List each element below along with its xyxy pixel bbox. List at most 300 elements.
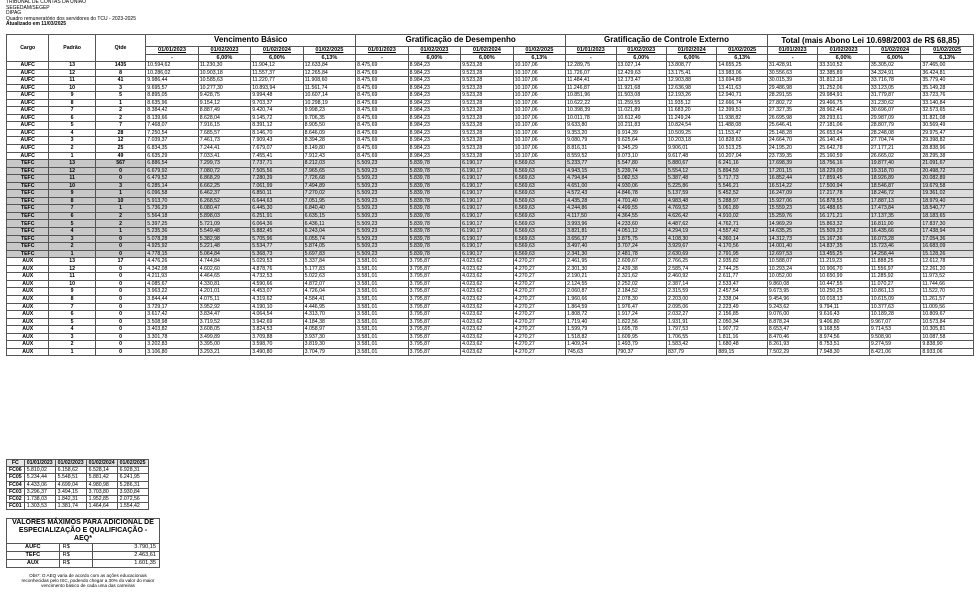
cell-value: 10.189,28 [869, 311, 920, 319]
aeq-value: 3.790,15 [92, 544, 159, 552]
cell-value: 7.461,73 [198, 137, 250, 145]
cell-value: 10.809,67 [921, 311, 974, 319]
header-line-3: DIPAG [6, 10, 22, 17]
cell-value: 16.514,22 [767, 182, 817, 190]
cell-value: 10.622,22 [566, 99, 616, 107]
cell-value: 27.181,06 [818, 122, 869, 130]
cell-value: 4.023,62 [461, 258, 513, 266]
cell-value: 3.795,87 [408, 265, 460, 273]
cell-value: 18.246,72 [869, 190, 920, 198]
cell-value: 5.721,09 [198, 220, 250, 228]
cell-value: 9.914,39 [616, 129, 666, 137]
cell-value: 8.984,23 [408, 92, 460, 100]
cell-cargo: AUFC [7, 114, 49, 122]
cell-value: 5.078,28 [146, 235, 198, 243]
cell-value: 1.797,53 [666, 326, 716, 334]
cell-value: 3.497,40 [566, 243, 616, 251]
cell-value: 4.557,42 [717, 228, 768, 236]
cell-value: 9.906,01 [666, 145, 716, 153]
cell-value: 11.285,92 [869, 273, 920, 281]
cell-qtde: 8 [95, 69, 145, 77]
fc-value: 3.930,84 [117, 488, 148, 495]
cell-value: 9.076,00 [767, 311, 817, 319]
cell-value: 5.235,36 [146, 228, 198, 236]
cell-value: 10.293,24 [767, 265, 817, 273]
cell-value: 8.475,69 [356, 99, 408, 107]
cell-value: 5.839,78 [408, 160, 460, 168]
cell-value: 8.212,03 [303, 160, 356, 168]
cell-value: 5.509,23 [356, 160, 408, 168]
cell-value: 5.839,78 [408, 197, 460, 205]
cell-value: 31.230,62 [869, 99, 920, 107]
aeq-cargo: AUX [7, 560, 60, 568]
cell-value: 4.313,70 [303, 311, 356, 319]
cell-value: 10.087,58 [921, 333, 974, 341]
cell-value: 3.795,87 [408, 273, 460, 281]
cell-value: 4.499,55 [616, 205, 666, 213]
table-row [7, 62, 974, 70]
cell-value: 9.523,28 [461, 152, 513, 160]
cell-value: 8.475,69 [356, 137, 408, 145]
cell-value: 7.033,41 [198, 152, 250, 160]
cell-value: 1.811,16 [717, 333, 768, 341]
cell-value: 27.704,74 [869, 137, 920, 145]
table-row [7, 280, 974, 288]
cell-value: 28.295,38 [921, 152, 974, 160]
cell-value: 5.874,05 [303, 243, 356, 251]
cell-value: 17.500,94 [818, 182, 869, 190]
cell-value: 2.301,30 [566, 265, 616, 273]
cell-value: 2.457,54 [717, 288, 768, 296]
cell-value: 4.108,30 [666, 235, 716, 243]
cell-value: 2.124,55 [566, 280, 616, 288]
cell-value: 4.023,62 [461, 303, 513, 311]
cell-value: 9.145,72 [251, 114, 303, 122]
cell-value: 4.051,12 [616, 228, 666, 236]
cell-value: 8.394,28 [303, 137, 356, 145]
cell-value: 4.064,54 [251, 311, 303, 319]
cell-value: 7.502,29 [767, 348, 817, 356]
cell-value: 7.726,68 [303, 175, 356, 183]
cell-qtde: 0 [95, 326, 145, 334]
cell-value: 6.190,17 [461, 175, 513, 183]
cell-value: 7.299,73 [198, 160, 250, 168]
cell-qtde: 3 [95, 182, 145, 190]
cell-cargo: AUX [7, 273, 49, 281]
cell-value: 19.361,02 [921, 190, 974, 198]
cell-qtde: 0 [95, 167, 145, 175]
cell-value: 4.762,71 [717, 220, 768, 228]
cell-value: 9.073,10 [616, 152, 666, 160]
cell-value: 4.270,27 [513, 258, 565, 266]
fc-code: FC03 [7, 488, 25, 495]
cell-value: 5.509,23 [356, 212, 408, 220]
cell-value: 6.635,29 [146, 152, 198, 160]
cell-value: 4.487,62 [666, 220, 716, 228]
cell-value: 4.170,56 [717, 243, 768, 251]
cell-value: 18.540,77 [921, 205, 974, 213]
cell-value: 4.270,27 [513, 288, 565, 296]
cell-value: 10.107,06 [513, 122, 565, 130]
cell-value: 10.107,06 [513, 107, 565, 115]
fc-row [7, 495, 149, 502]
aeq-value: 1.601,35 [92, 560, 159, 568]
salary-table-body [7, 62, 974, 356]
cell-padrao: 12 [49, 69, 95, 77]
cell-value: 10.903,18 [198, 69, 250, 77]
cell-cargo: TEFC [7, 190, 49, 198]
fc-table-body [7, 467, 149, 510]
cell-value: 15.863,32 [818, 220, 869, 228]
cell-value: 11.153,47 [717, 129, 768, 137]
cell-value: 10.509,25 [666, 129, 716, 137]
cell-value: 2.935,82 [717, 258, 768, 266]
fc-row [7, 481, 149, 488]
cell-padrao: 9 [49, 190, 95, 198]
cell-value: 1.695,78 [616, 326, 666, 334]
cell-value: 7.948,30 [818, 348, 869, 356]
cell-value: 30.556,63 [767, 69, 817, 77]
cell-value: 3.581,01 [356, 318, 408, 326]
cell-value: 8.470,46 [767, 333, 817, 341]
cell-value: 4.023,62 [461, 333, 513, 341]
fc-value: 1.952,85 [86, 495, 117, 502]
cell-value: 6.679,92 [146, 167, 198, 175]
cell-value: 7.250,54 [146, 129, 198, 137]
header-line-4: Quadro remuneratório dos servidores do TCU - 2023-2025 [6, 15, 136, 22]
cell-value: 11.973,52 [921, 273, 974, 281]
percent-header: 6,00% [818, 54, 869, 62]
cell-value: 3.608,05 [198, 326, 250, 334]
cell-value: 10.377,63 [869, 303, 920, 311]
cell-value: 7.679,07 [251, 145, 303, 153]
cell-cargo: AUX [7, 326, 49, 334]
cell-value: 6.569,63 [513, 228, 565, 236]
cell-value: 4.201,01 [198, 288, 250, 296]
cell-value: 9.523,28 [461, 107, 513, 115]
header-line-2: SEGEDAM/SEGEP [6, 4, 50, 11]
cell-value: 8.878,24 [767, 318, 817, 326]
cell-value: 6.569,63 [513, 250, 565, 258]
cell-value: 7.244,41 [198, 145, 250, 153]
cell-value: 11.726,07 [566, 69, 616, 77]
cell-value: 33.123,05 [869, 84, 920, 92]
cell-value: 4.846,78 [616, 190, 666, 198]
cell-value: 9.625,64 [616, 137, 666, 145]
cell-value: 6.635,15 [303, 212, 356, 220]
cell-value: 2.050,34 [717, 318, 768, 326]
cell-value: 9.420,74 [251, 107, 303, 115]
cell-value: 4.342,08 [146, 265, 198, 273]
aeq-row [7, 544, 160, 552]
cell-padrao: 6 [49, 114, 95, 122]
cell-padrao: 1 [49, 152, 95, 160]
cell-value: 11.938,82 [717, 114, 768, 122]
cell-value: 14.312,73 [767, 235, 817, 243]
cell-cargo: AUX [7, 280, 49, 288]
cell-value: 15.509,23 [818, 228, 869, 236]
cell-value: 5.233,77 [566, 160, 616, 168]
cell-value: 4.446,95 [303, 303, 356, 311]
cell-value: 6.285,14 [146, 182, 198, 190]
cell-value: 9.168,55 [818, 326, 869, 334]
cell-value: 10.513,25 [717, 145, 768, 153]
cell-value: 3.598,70 [251, 341, 303, 349]
cell-value: 5.029,53 [251, 258, 303, 266]
cell-value: 3.581,01 [356, 341, 408, 349]
cell-value: 6.080,47 [198, 205, 250, 213]
cell-value: 3.581,01 [356, 311, 408, 319]
cell-value: 25.160,59 [818, 152, 869, 160]
cell-value: 4.464,65 [198, 273, 250, 281]
cell-value: 8.475,69 [356, 84, 408, 92]
table-row [7, 129, 974, 137]
cell-value: 8.653,47 [767, 326, 817, 334]
cell-value: 8.475,69 [356, 122, 408, 130]
cell-value: 12.666,74 [717, 99, 768, 107]
date-header-row [7, 47, 974, 55]
cell-value: 5.137,59 [666, 190, 716, 198]
date-header: 01/02/2023 [616, 47, 666, 55]
cell-value: 3.499,89 [198, 333, 250, 341]
col-header-padrao: Padrão [49, 35, 95, 62]
cell-value: 5.839,78 [408, 250, 460, 258]
cell-value: 1.719,40 [566, 318, 616, 326]
cell-value: 12.633,84 [303, 62, 356, 70]
cell-qtde: 0 [95, 333, 145, 341]
cell-value: 23.739,35 [767, 152, 817, 160]
cell-value: 2.341,30 [566, 250, 616, 258]
fc-value: 6.158,62 [55, 467, 86, 474]
cell-cargo: AUFC [7, 99, 49, 107]
cell-value: 10.588,07 [767, 258, 817, 266]
cell-value: 4.270,27 [513, 318, 565, 326]
cell-value: 15.559,23 [767, 205, 817, 213]
cell-value: 35.305,02 [869, 62, 920, 70]
cell-value: 6.569,63 [513, 212, 565, 220]
cell-cargo: AUFC [7, 122, 49, 130]
cell-value: 5.839,78 [408, 190, 460, 198]
cell-value: 3.719,52 [198, 318, 250, 326]
cell-padrao: 2 [49, 145, 95, 153]
cell-value: 3.704,79 [303, 348, 356, 356]
cell-value: 3.875,75 [616, 235, 666, 243]
cell-cargo: AUX [7, 265, 49, 273]
cell-value: 5.509,23 [356, 190, 408, 198]
cell-value: 34.324,91 [869, 69, 920, 77]
table-row [7, 235, 974, 243]
cell-value: 12.265,84 [303, 69, 356, 77]
cell-value: 8.628,04 [198, 114, 250, 122]
cell-value: 8.475,69 [356, 77, 408, 85]
cell-value: 9.994,48 [251, 92, 303, 100]
cell-value: 1.976,47 [616, 303, 666, 311]
cell-value: 16.878,55 [818, 197, 869, 205]
cell-cargo: TEFC [7, 212, 49, 220]
cell-value: 29.984,91 [818, 92, 869, 100]
cell-value: 7.080,72 [198, 167, 250, 175]
cell-value: 31.252,06 [818, 84, 869, 92]
cell-value: 3.795,87 [408, 333, 460, 341]
cell-value: 10.211,83 [616, 122, 666, 130]
cell-value: 4.211,93 [146, 273, 198, 281]
cell-value: 7.737,71 [251, 160, 303, 168]
cell-value: 3.795,87 [408, 303, 460, 311]
cell-value: 24.664,70 [767, 137, 817, 145]
cell-cargo: AUFC [7, 107, 49, 115]
cell-value: 9.406,80 [818, 318, 869, 326]
cell-qtde: 567 [95, 160, 145, 168]
cell-value: 5.337,84 [303, 258, 356, 266]
fc-value: 3.494,15 [55, 488, 86, 495]
cell-value: 4.270,27 [513, 280, 565, 288]
cell-value: 8.984,23 [408, 69, 460, 77]
cell-value: 10.893,94 [251, 84, 303, 92]
group-header-vencimento-basico: Vencimento Básico [146, 35, 356, 47]
cell-value: 8.816,31 [566, 145, 616, 153]
percent-header: 6,00% [461, 54, 513, 62]
cell-value: 13.175,41 [666, 69, 716, 77]
cell-value: 5.509,23 [356, 167, 408, 175]
cell-value: 3.795,87 [408, 311, 460, 319]
aeq-currency: R$ [59, 544, 92, 552]
cell-value: 6.662,25 [198, 182, 250, 190]
cell-value: 2.095,06 [666, 303, 716, 311]
cell-value: 5.288,97 [717, 197, 768, 205]
cell-value: 28.807,79 [869, 122, 920, 130]
cell-value: 3.821,81 [566, 228, 616, 236]
document-header [6, 0, 136, 28]
cell-value: 8.984,23 [408, 114, 460, 122]
cell-value: 4.023,62 [461, 288, 513, 296]
cell-value: 11.021,89 [616, 107, 666, 115]
cell-value: 6.190,17 [461, 235, 513, 243]
cell-value: 17.887,13 [869, 197, 920, 205]
cell-value: 837,79 [666, 348, 716, 356]
cell-padrao: 9 [49, 288, 95, 296]
cell-value: 5.509,23 [356, 197, 408, 205]
cell-value: 10.207,04 [717, 152, 768, 160]
cell-cargo: AUX [7, 333, 49, 341]
cell-value: 3.293,21 [198, 348, 250, 356]
cell-value: 8.753,51 [818, 341, 869, 349]
fc-value: 5.234,44 [24, 474, 55, 481]
cell-value: 4.270,27 [513, 295, 565, 303]
percent-header: 6,13% [513, 54, 565, 62]
cell-value: 18.926,89 [869, 175, 920, 183]
cell-value: 15.128,26 [921, 250, 974, 258]
fc-value: 4.699,04 [55, 481, 86, 488]
cell-value: 9.154,12 [198, 99, 250, 107]
cell-value: 6.569,63 [513, 182, 565, 190]
cell-value: 4.651,00 [566, 182, 616, 190]
cell-cargo: TEFC [7, 160, 49, 168]
cell-value: 2.060,87 [566, 288, 616, 296]
cell-value: 5.549,48 [198, 228, 250, 236]
table-row [7, 311, 974, 319]
aeq-footnote: Obs*: O AEQ varia de acordo com as ações educacionais reconhecidas pelo ISC, podendo chegar a 30% do valor do maior vencimento básico de cada uma das carreiras [21, 573, 155, 589]
fc-code: FC02 [7, 495, 25, 502]
cell-padrao: 5 [49, 220, 95, 228]
cell-cargo: AUFC [7, 129, 49, 137]
cell-value: 4.085,67 [146, 280, 198, 288]
cell-value: 7.685,57 [198, 129, 250, 137]
cell-value: 12.697,53 [767, 250, 817, 258]
cell-value: 17.137,35 [869, 212, 920, 220]
cell-padrao: 6 [49, 212, 95, 220]
cell-value: 18.979,40 [921, 197, 974, 205]
cell-value: 3.795,87 [408, 295, 460, 303]
cell-value: 8.984,23 [408, 77, 460, 85]
cell-qtde: 41 [95, 77, 145, 85]
table-row [7, 114, 974, 122]
cell-value: 10.398,39 [566, 107, 616, 115]
cell-value: 5.913,70 [146, 197, 198, 205]
table-row [7, 77, 974, 85]
cell-value: 3.581,01 [356, 295, 408, 303]
table-row [7, 152, 974, 160]
cell-value: 16.435,66 [869, 228, 920, 236]
cell-value: 19.679,58 [921, 182, 974, 190]
cell-value: 3.824,53 [251, 326, 303, 334]
cell-value: 6.243,04 [303, 228, 356, 236]
fc-value: 1.381,74 [55, 503, 86, 510]
cell-value: 3.844,44 [146, 295, 198, 303]
cell-value: 2.766,25 [666, 258, 716, 266]
cell-value: 3.581,01 [356, 265, 408, 273]
cell-value: 4.572,43 [566, 190, 616, 198]
table-row [7, 333, 974, 341]
cell-qtde: 3 [95, 84, 145, 92]
fc-value: 1.303,53 [24, 503, 55, 510]
cell-qtde: 0 [95, 341, 145, 349]
cell-cargo: AUFC [7, 145, 49, 153]
table-row [7, 122, 974, 130]
table-row [7, 182, 974, 190]
cell-value: 5.697,83 [303, 250, 356, 258]
cell-value: 5.705,96 [251, 235, 303, 243]
cell-cargo: AUFC [7, 152, 49, 160]
cell-value: 5.898,03 [198, 212, 250, 220]
cell-value: 7.039,37 [146, 137, 198, 145]
cell-padrao: 6 [49, 311, 95, 319]
cell-value: 9.714,53 [869, 326, 920, 334]
cell-cargo: AUX [7, 341, 49, 349]
cell-value: 8.475,69 [356, 145, 408, 153]
cell-value: 6.479,52 [146, 175, 198, 183]
cell-value: 10.277,30 [198, 84, 250, 92]
cell-value: 12.612,78 [921, 258, 974, 266]
cell-value: 6.569,63 [513, 220, 565, 228]
cell-value: 18.183,65 [921, 212, 974, 220]
fc-code: FC04 [7, 481, 25, 488]
cell-value: 9.274,59 [869, 341, 920, 349]
cell-value: 31.779,87 [869, 92, 920, 100]
cell-value: 4.778,15 [146, 250, 198, 258]
cell-value: 2.078,30 [616, 295, 666, 303]
cell-value: 12.289,75 [566, 62, 616, 70]
cell-value: 11.744,66 [921, 280, 974, 288]
cell-value: 4.270,27 [513, 341, 565, 349]
cell-qtde: 0 [95, 303, 145, 311]
cell-value: 6.190,17 [461, 197, 513, 205]
cell-value: 5.225,86 [666, 182, 716, 190]
cell-value: 7.270,02 [303, 190, 356, 198]
aeq-currency: R$ [59, 560, 92, 568]
cell-value: 4.732,53 [251, 273, 303, 281]
table-row [7, 137, 974, 145]
fc-row [7, 474, 149, 481]
